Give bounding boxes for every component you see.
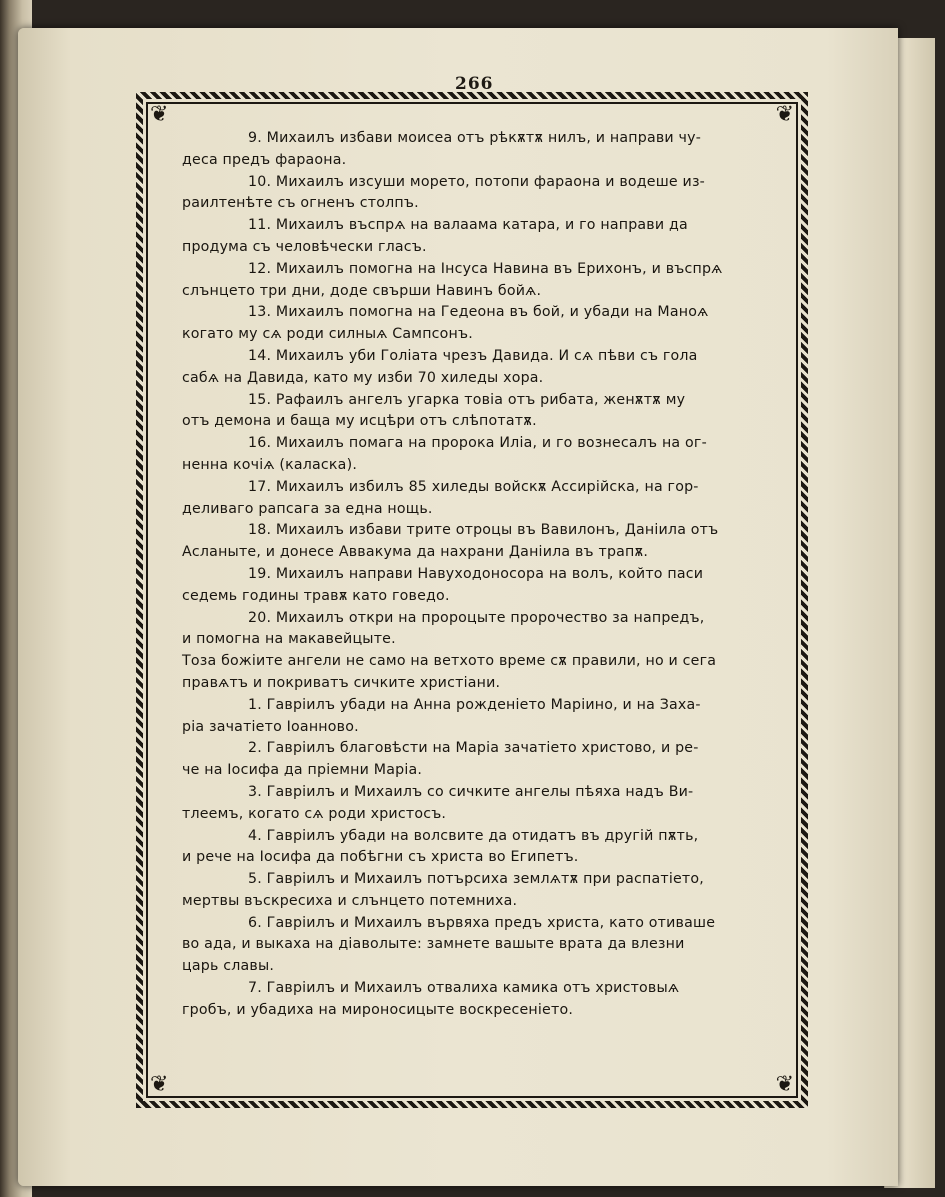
page-text (182, 128, 778, 1022)
text-line: седемь годины травѫ като говедо. (182, 587, 450, 604)
text-line: 14. Михаилъ уби Голіата чрезъ Давида. И сѧ пѣви съ гола (248, 347, 698, 364)
text-line: 4. Гавріилъ убади на волсвите да отидатъ въ другій пѫть, (248, 827, 699, 844)
text-line: царь славы. (182, 958, 275, 975)
text-line: 7. Гавріилъ и Михаилъ отвалиха камика отъ христовыѧ (248, 980, 680, 997)
text-line: 15. Рафаилъ ангелъ угарка товіа отъ рибата, женѫтѫ му (248, 391, 686, 408)
page-number: 266 (455, 74, 494, 94)
text-line: че на Іосифа да пріемни Маріа. (182, 762, 423, 779)
text-line: отъ демона и баща му исцѣри отъ слѣпотатѫ. (182, 413, 537, 430)
text-line: слънцето три дни, доде свърши Навинъ бойѧ. (182, 282, 542, 299)
text-line: гробъ, и убадиха на мироносицыте воскресеніето. (182, 1001, 574, 1018)
text-line: и рече на Іосифа да побѣгни съ христа во Египетъ. (182, 849, 579, 866)
text-line: Асланыте, и донесе Аввакума да нахрани Даніила въ трапѫ. (182, 544, 649, 561)
text-line: 5. Гавріилъ и Михаилъ потърсиха землѧтѫ при распатіето, (248, 871, 704, 888)
text-line: когато му сѧ роди силныѧ Сампсонъ. (182, 326, 473, 343)
text-line: продума съ человѣчески гласъ. (182, 238, 427, 255)
text-line: 17. Михаилъ избилъ 85 хиледы войскѫ Ассирійска, на гор- (248, 478, 699, 495)
corner-ornament-icon: ❦ (150, 1072, 169, 1097)
text-line: 19. Михаилъ направи Навуходоносора на волъ, който паси (248, 565, 704, 582)
text-line: 6. Гавріилъ и Михаилъ вървяха предъ христа, като отиваше (248, 914, 716, 931)
text-line: правѧтъ и покриватъ сичките христіани. (182, 674, 501, 691)
text-line: деса предъ фараона. (182, 151, 347, 168)
text-line: Тоза божіите ангели не само на ветхото време сѫ правили, но и сега (182, 653, 717, 670)
corner-ornament-icon: ❦ (150, 102, 169, 127)
text-line: 11. Михаилъ въспрѧ на валаама катара, и го направи да (248, 217, 688, 234)
text-line: 13. Михаилъ помогна на Гедеона въ бой, и убади на Маноѧ (248, 304, 709, 321)
text-line: 1. Гавріилъ убади на Анна рожденіето Маріино, и на Заха- (248, 696, 701, 713)
text-line: 3. Гавріилъ и Михаилъ со сичките ангелы пѣяха надъ Ви- (248, 783, 694, 800)
text-line: и помогна на макавейцыте. (182, 631, 396, 648)
text-line: тлеемъ, когато сѧ роди христосъ. (182, 805, 447, 822)
text-line: 20. Михаилъ откри на пророцыте пророчество за напредъ, (248, 609, 705, 626)
text-line: во ада, и выкаха на діаволыте: замнете вашыте врата да влезни (182, 936, 685, 953)
text-line: сабѧ на Давида, като му изби 70 хиледы хора. (182, 369, 544, 386)
text-line: 16. Михаилъ помага на пророка Иліа, и го вознесалъ на ог- (248, 435, 707, 452)
text-line: 18. Михаилъ избави трите отроцы въ Вавилонъ, Даніила отъ (248, 522, 719, 539)
corner-ornament-icon: ❦ (775, 1072, 794, 1097)
text-line: ріа зачатіето Іоанново. (182, 718, 359, 735)
text-line: ненна кочіѧ (каласка). (182, 456, 358, 473)
text-line: мертвы въскресиха и слънцето потемниха. (182, 892, 518, 909)
text-line: 2. Гавріилъ благовѣсти на Маріа зачатіето христово, и ре- (248, 740, 699, 757)
text-line: 12. Михаилъ помогна на Інсуса Навина въ Ерихонъ, и въспрѧ (248, 260, 723, 277)
text-line: деливаго рапсага за една нощь. (182, 500, 433, 517)
text-line: 10. Михаилъ изсуши морето, потопи фараона и водеше из- (248, 173, 706, 190)
text-line: 9. Михаилъ избави моисеа отъ рѣкѫтѫ нилъ, и направи чу- (248, 130, 702, 146)
corner-ornament-icon: ❦ (775, 102, 794, 127)
text-line: раилтенѣте съ огненъ столпъ. (182, 195, 419, 212)
